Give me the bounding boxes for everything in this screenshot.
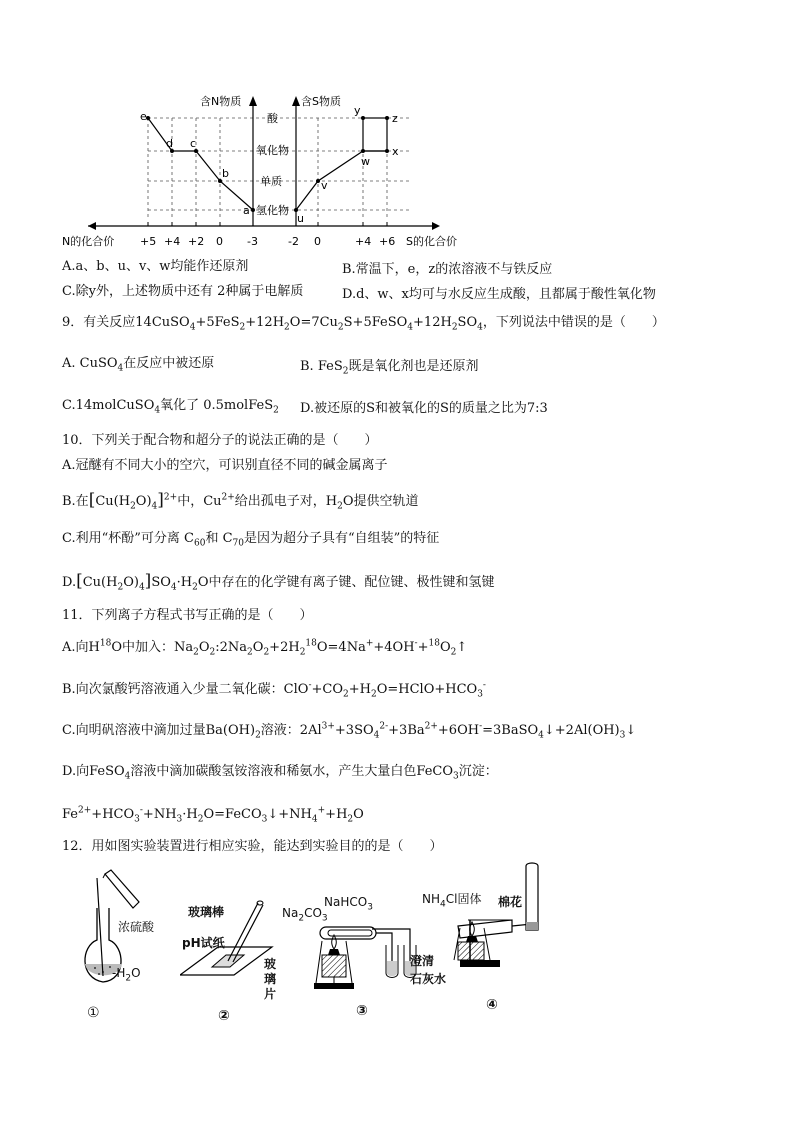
apparatus-4-ammonia xyxy=(440,862,560,992)
q10-option-c: C.利用“杯酚”可分离 $C_{60}$和 $C_{70}$是因为超分子具有“自组装”的特征 xyxy=(62,531,440,549)
q9-option-d: D.被还原的S和被氧化的S的质量之比为7:3 xyxy=(300,401,548,416)
q9-option-c: C.14molCuSO$_4$氧化了 0.5molFeS$_2$ xyxy=(62,398,279,416)
q9-option-a: A. CuSO$_4$在反应中被还原 xyxy=(62,356,215,374)
q11-option-c: C.向明矾溶液中滴加过量$Ba(OH)_2$溶液：$2Al^{3+}+3SO_4^{2-}+3Ba^{2+}+6OH^-=3BaSO_4↓+2Al(OH)_3↓$ xyxy=(62,721,637,741)
label-cotton: 棉花 xyxy=(498,895,523,909)
q11-stem: 11．下列离子方程式书写正确的是（ ） xyxy=(62,608,313,623)
apparatus-number-2: ② xyxy=(218,1008,230,1024)
pt-x: x xyxy=(392,145,399,158)
apparatus-number-4: ④ xyxy=(486,997,498,1013)
pt-a: a xyxy=(243,204,250,217)
q11-option-b: B.向次氯酸钙溶液通入少量二氧化碳：$ClO^-+CO_2+H_2O=HClO+HCO_3^-$ xyxy=(62,680,486,700)
label-glass-rod: 玻璃棒 xyxy=(188,905,225,919)
label-nahco3: NaHCO$_3$ xyxy=(324,895,373,913)
n-tick: +4 xyxy=(164,235,181,248)
valence-class-diagram xyxy=(60,88,480,258)
q10-option-a: A.冠醚有不同大小的空穴，可识别直径不同的碱金属离子 xyxy=(62,458,388,473)
row-acid: 酸 xyxy=(267,112,278,125)
label-water: $-H_2O$ xyxy=(112,966,141,984)
q11-option-a: A.向$H^{18}O$中加入：$Na_2O_2:2Na_2O_2+2H_2^{18}O=4Na^++4OH^-+^{18}O_2↑$ xyxy=(62,638,468,658)
n-tick: +5 xyxy=(140,235,157,248)
label-nh4cl: $NH_4Cl$固体 xyxy=(422,892,482,910)
pt-e: e xyxy=(140,110,147,123)
row-hydride: 氢化物 xyxy=(256,204,289,217)
n-tick: -3 xyxy=(247,235,258,248)
s-axis-title: 含S物质 xyxy=(301,95,341,108)
q10-stem: 10．下列关于配合物和超分子的说法正确的是（ ） xyxy=(62,433,378,448)
s-tick: +4 xyxy=(355,235,372,248)
row-oxide: 氧化物 xyxy=(256,144,289,157)
q10-option-b: B.在$[Cu(H_2O)_4]^{2+}$中，$Cu^{2+}$给出孤电子对，$H_2O$提供空轨道 xyxy=(62,490,419,512)
n-path xyxy=(148,118,253,210)
label-glass-plate: 玻 璃 片 xyxy=(264,957,277,1001)
q11-option-d-equation: $Fe^{2+}+HCO_3^-+NH_3\cdot H_2O=FeCO_3↓+NH_4^++H_2O$ xyxy=(62,805,364,825)
label-na2co3: $Na_2CO_3$ xyxy=(282,906,328,924)
s-tick: +6 xyxy=(379,235,396,248)
pt-d: d xyxy=(166,137,173,150)
q8-option-c: C.除y外，上述物质中还有 2种属于电解质 xyxy=(62,284,304,299)
apparatus-number-3: ③ xyxy=(356,1003,368,1019)
q8-option-b: B.常温下，e，z的浓溶液不与铁反应 xyxy=(342,262,553,277)
s-tick: -2 xyxy=(288,235,299,248)
label-limewater-1: 澄清 xyxy=(410,954,435,968)
row-element: 单质 xyxy=(260,175,282,188)
apparatus-number-1: ① xyxy=(87,1005,100,1021)
s-label: S的化合价 xyxy=(406,235,457,248)
q8-option-a: A.a、b、u、v、w均能作还原剂 xyxy=(62,259,249,274)
q9-stem: 9．有关反应$14CuSO_4+5FeS_2+12H_2O=7Cu_2S+5FeSO_4+12H_2SO_4$，下列说法中错误的是（ ） xyxy=(62,315,665,333)
pt-w: w xyxy=(361,155,370,168)
n-tick: +2 xyxy=(188,235,205,248)
s-tick: 0 xyxy=(314,235,321,248)
s-path xyxy=(296,151,363,210)
pt-v: v xyxy=(321,179,328,192)
label-ph-paper: pH试纸 xyxy=(182,936,225,950)
label-limewater-2: 石灰水 xyxy=(410,972,447,986)
n-axis-title: 含N物质 xyxy=(200,95,242,108)
q11-option-d: D.向FeSO$_4$溶液中滴加碳酸氢铵溶液和稀氨水，产生大量白色FeCO$_3$沉淀： xyxy=(62,764,498,782)
q12-stem: 12．用如图实验装置进行相应实验，能达到实验目的的是（ ） xyxy=(62,839,443,854)
q10-option-d: $D.[Cu(H_2O)_4]SO_4\cdot H_2O$中存在的化学键有离子键、配位键、极性键和氢键 xyxy=(62,571,495,593)
pt-b: b xyxy=(222,167,229,180)
pt-c: c xyxy=(190,137,197,150)
q9-option-b: B. FeS$_2$既是氧化剂也是还原剂 xyxy=(300,359,479,377)
n-label: N的化合价 xyxy=(62,235,115,248)
n-tick: 0 xyxy=(216,235,223,248)
label-conc-acid: 浓硫酸 xyxy=(118,920,155,934)
pt-u: u xyxy=(297,212,304,225)
pt-y: y xyxy=(354,104,361,117)
q8-option-d: D.d、w、x均可与水反应生成酸，且都属于酸性氧化物 xyxy=(342,287,656,302)
pt-z: z xyxy=(392,112,398,125)
